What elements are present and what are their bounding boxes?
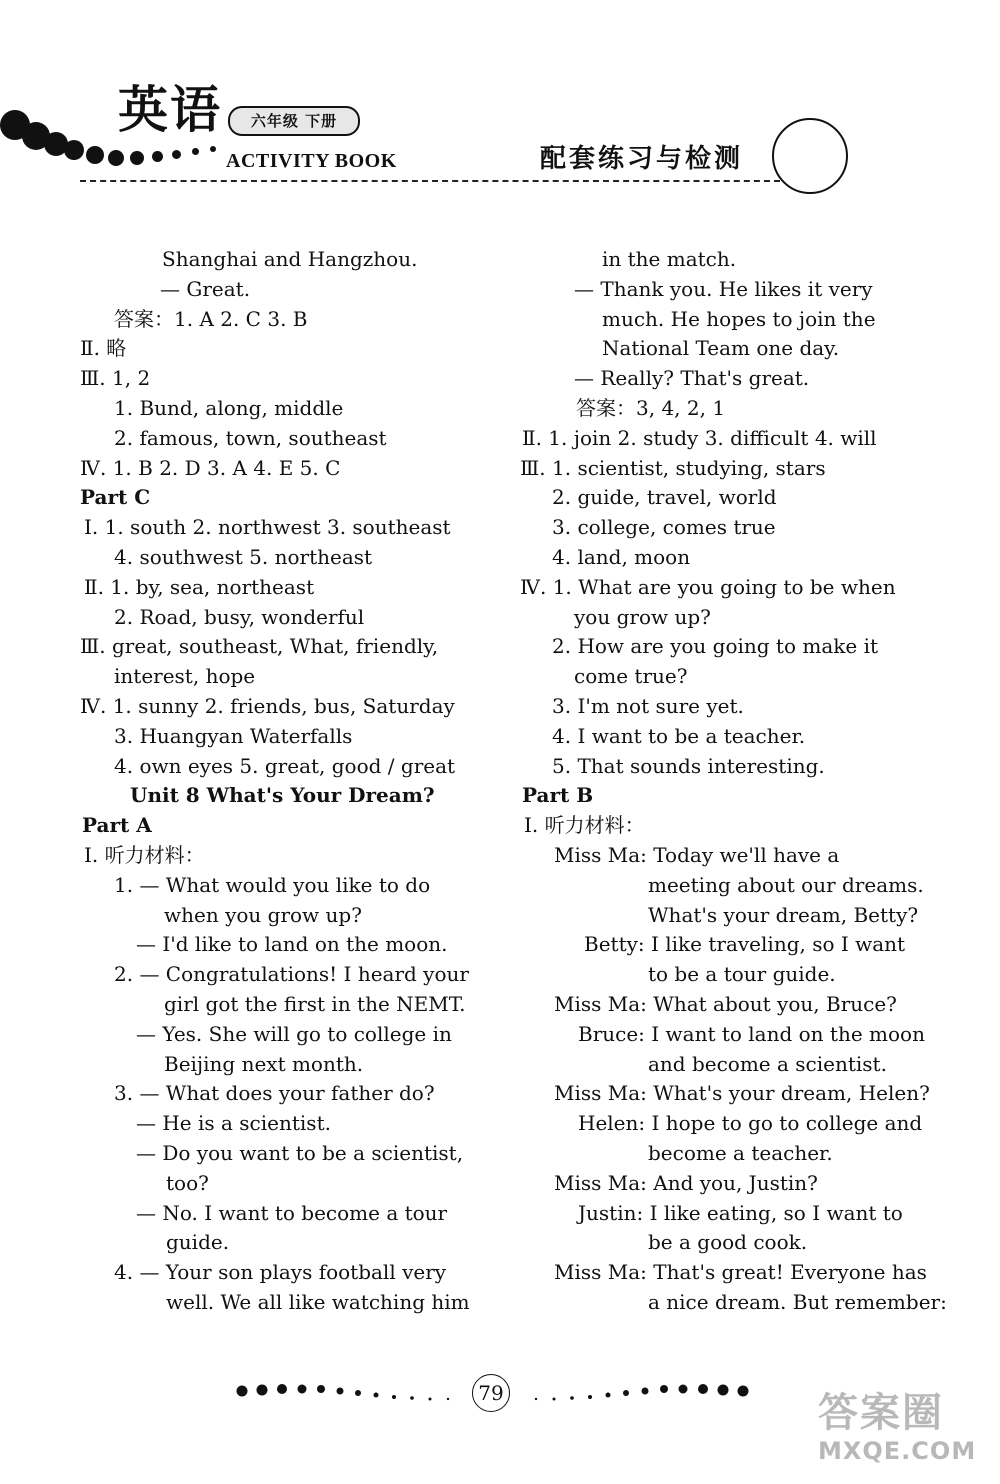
text-line: 4. own eyes 5. great, good / great [114,753,456,778]
text-line: 5. That sounds interesting. [552,753,825,778]
dialogue-line: well. We all like watching him [166,1289,470,1314]
watermark-en: MXQE.COM [818,1437,977,1465]
dialogue-line: — Thank you. He likes it very [574,276,873,301]
part-heading: Part B [522,783,594,808]
part-heading: Part A [82,813,152,838]
text-line: 2. How are you going to make it [552,634,879,659]
text-line: 1. Bund, along, middle [114,395,344,420]
dialogue-line: Helen: I hope to go to college and [578,1111,923,1136]
text-line: 3. Huangyan Waterfalls [114,723,353,748]
text-line: Shanghai and Hangzhou. [162,247,418,271]
section-line: Ⅳ. 1. sunny 2. friends, bus, Saturday [80,693,455,718]
dialogue-line: Bruce: I want to land on the moon [578,1021,925,1046]
section-line: Ⅰ. 1. south 2. northwest 3. southeast [84,515,451,540]
text-line: — Great. [160,276,251,301]
dialogue-line: Miss Ma: And you, Justin? [554,1170,818,1195]
watermark-cn: 答案圈 [818,1390,944,1436]
right-column [520,245,947,1318]
section-line: Ⅰ. 听力材料： [524,813,645,838]
dialogue-line: become a teacher. [648,1140,833,1165]
text-line: 3. college, comes true [552,515,776,540]
dialogue-line: Miss Ma: What's your dream, Helen? [554,1081,930,1106]
grade-badge: 六年级 下册 [228,106,360,136]
dialogue-line: Miss Ma: Today we'll have a [554,842,840,867]
watermark [818,1390,988,1475]
dialogue-line: What's your dream, Betty? [648,902,919,927]
dialogue-line: — Yes. She will go to college in [136,1021,452,1046]
section-line: Ⅲ. great, southeast, What, friendly, [80,634,439,659]
answer-line: 答案：3, 4, 2, 1 [576,395,726,420]
dialogue-line: guide. [166,1230,230,1255]
section-line: Ⅱ. 1. by, sea, northeast [84,574,315,599]
section-line: Ⅲ. 1, 2 [80,366,151,391]
page-number: 79 [472,1374,510,1412]
section-line: Ⅱ. 1. join 2. study 3. difficult 4. will [522,425,877,450]
unit-heading: Unit 8 What's Your Dream? [130,783,435,808]
text-line: 4. I want to be a teacher. [552,723,806,748]
text-line: 4. land, moon [552,544,691,569]
text-line: come true? [574,664,688,689]
dialogue-line: National Team one day. [602,336,840,361]
text-line: 2. famous, town, southeast [114,425,387,450]
section-line: Ⅰ. 听力材料： [84,842,205,867]
section-line: Ⅳ. 1. B 2. D 3. A 4. E 5. C [80,455,341,480]
left-column [80,245,480,1318]
dialogue-line: — I'd like to land on the moon. [136,932,448,957]
header-circle-decoration [772,118,848,194]
text-line: 4. southwest 5. northeast [114,544,373,569]
dialogue-line: 1. — What would you like to do [114,872,431,897]
dialogue-line: much. He hopes to join the [602,306,876,331]
text-line: 2. guide, travel, world [552,485,777,510]
dialogue-line: meeting about our dreams. [648,872,924,897]
dialogue-line: girl got the first in the NEMT. [164,991,466,1016]
dialogue-line: — No. I want to become a tour [136,1200,448,1225]
book-title: 英语 [118,81,222,139]
dialogue-line: in the match. [602,247,737,271]
section-line: Ⅳ. 1. What are you going to be when [520,574,896,599]
dialogue-line: — Do you want to be a scientist, [136,1140,464,1165]
header-divider [80,180,780,182]
page-header [0,0,1000,230]
dialogue-line: 3. — What does your father do? [114,1081,435,1106]
dialogue-line: when you grow up? [164,902,362,927]
dialogue-line: Miss Ma: That's great! Everyone has [554,1260,927,1285]
dialogue-line: 2. — Congratulations! I heard your [114,962,469,987]
dialogue-line: and become a scientist. [648,1051,887,1076]
section-line: Ⅲ. 1. scientist, studying, stars [520,455,826,480]
dialogue-line: Justin: I like eating, so I want to [578,1200,903,1225]
dialogue-line: to be a tour guide. [648,962,836,987]
dialogue-line: Betty: I like traveling, so I want [584,932,906,957]
section-line: Ⅱ. 略 [80,336,127,361]
text-line: interest, hope [114,664,256,689]
dialogue-line: Miss Ma: What about you, Bruce? [554,991,897,1016]
dialogue-line: a nice dream. But remember: [648,1289,947,1314]
part-heading: Part C [80,485,151,510]
dialogue-line: Beijing next month. [164,1051,364,1076]
dialogue-line: — Really? That's great. [574,366,810,391]
dialogue-line: too? [166,1170,209,1195]
activity-book-label: ACTIVITY BOOK [226,150,397,172]
text-line: 2. Road, busy, wonderful [114,604,365,629]
dialogue-line: be a good cook. [648,1230,808,1255]
dialogue-line: — He is a scientist. [136,1111,331,1136]
answer-line: 答案：1. A 2. C 3. B [114,306,308,331]
text-line: 3. I'm not sure yet. [552,693,744,718]
text-line: you grow up? [574,604,711,629]
dialogue-line: 4. — Your son plays football very [114,1260,447,1285]
book-subtitle: 配套练习与检测 [540,144,744,174]
